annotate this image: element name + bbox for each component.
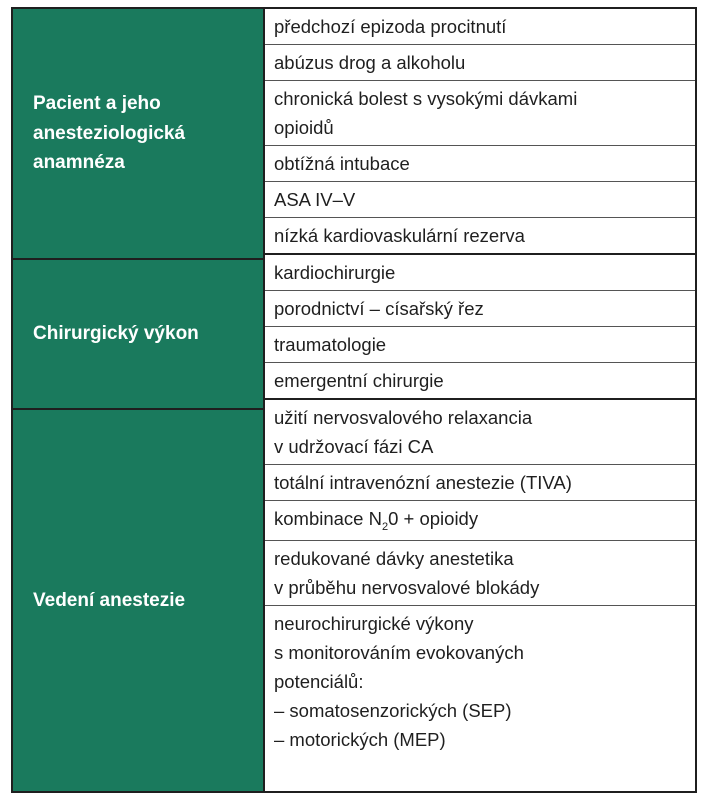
table-row — [265, 182, 695, 218]
row-text: ASA IV–V — [274, 189, 356, 210]
table-row — [265, 255, 695, 291]
category-column — [13, 9, 263, 791]
risk-factors-table — [11, 7, 697, 793]
table-row — [265, 465, 695, 501]
category-cell-anesthesia — [13, 410, 263, 791]
formula-part: 0 + opioidy — [388, 508, 479, 529]
table-row — [265, 81, 695, 146]
row-text: abúzus drog a alkoholu — [274, 52, 466, 73]
table-row — [265, 45, 695, 81]
table-row — [265, 218, 695, 255]
row-text: kardiochirurgie — [274, 262, 396, 283]
row-text: nízká kardiovaskulární rezerva — [274, 225, 525, 246]
row-text: totální intravenózní anestezie (TIVA) — [274, 472, 572, 493]
row-text: předchozí epizoda procitnutí — [274, 16, 507, 37]
table-row — [265, 327, 695, 363]
row-text — [274, 504, 478, 537]
table-row — [265, 146, 695, 182]
formula-subscript: 2 — [381, 521, 389, 533]
row-text: redukované dávky anestetika v průběhu nervosvalové blokády — [274, 548, 540, 598]
row-text: porodnictví – císařský řez — [274, 298, 484, 319]
row-text: neurochirurgické výkony s monitorováním evokovaných potenciálů: – somatosenzorických (SEP) – motorických (MEP) — [274, 613, 524, 750]
category-label: Pacient a jeho anesteziologická anamnéza — [33, 93, 186, 174]
category-cell-surgery — [13, 260, 263, 410]
table-row — [265, 291, 695, 327]
formula-part: kombinace N — [274, 508, 382, 529]
row-text: emergentní chirurgie — [274, 370, 444, 391]
category-label: Chirurgický výkon — [33, 323, 199, 345]
row-text: chronická bolest s vysokými dávkami opioidů — [274, 88, 578, 138]
table-row — [265, 400, 695, 465]
category-label: Vedení anestezie — [33, 589, 186, 611]
row-text: traumatologie — [274, 334, 387, 355]
table-row — [265, 9, 695, 45]
category-cell-patient — [13, 9, 263, 260]
table-row — [265, 541, 695, 606]
row-text: obtížná intubace — [274, 153, 410, 174]
table-row — [265, 606, 695, 757]
table-row — [265, 501, 695, 541]
table-row — [265, 363, 695, 400]
items-column — [263, 9, 695, 791]
row-text: užití nervosvalového relaxancia v udržovací fázi CA — [274, 407, 533, 457]
